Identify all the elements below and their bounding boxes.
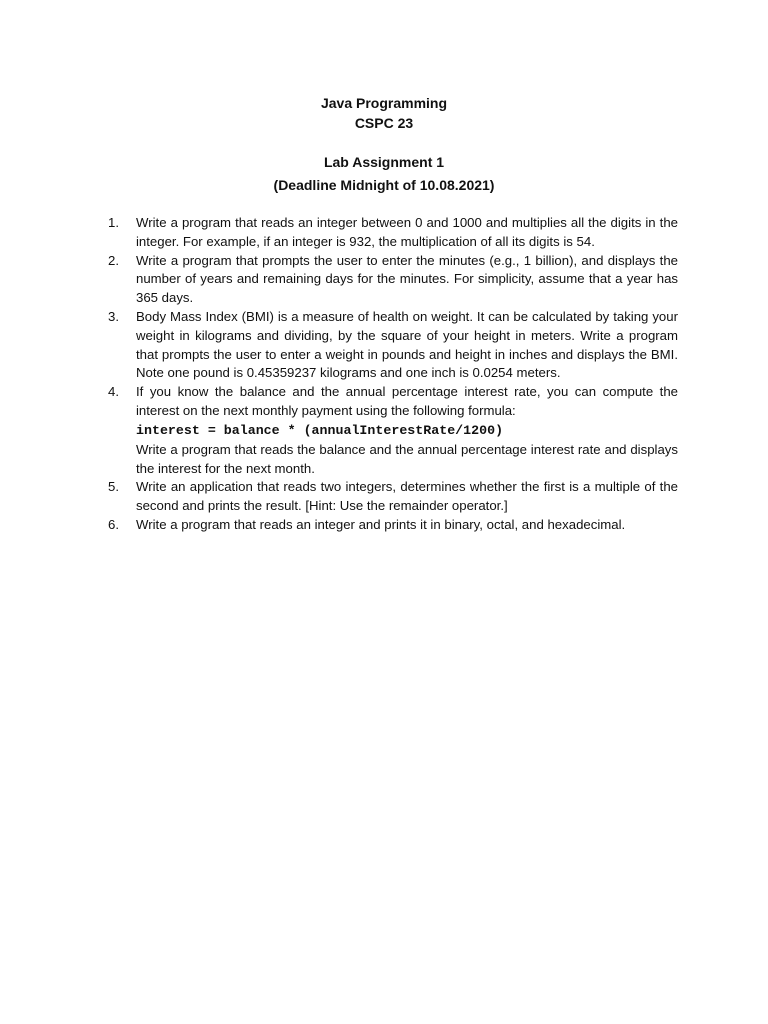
exercise-number: 4. (108, 384, 119, 400)
exercise-item-2 (108, 252, 678, 308)
interest-formula: interest = balance * (annualInterestRate/1200) (136, 422, 504, 438)
exercise-item-1 (108, 214, 678, 252)
exercise-text-continued: Write a program that reads the balance and the annual percentage interest rate and displays the interest for the next month. (136, 441, 678, 476)
exercise-number: 5. (108, 479, 119, 495)
assignment-title: Lab Assignment 1 (323, 154, 445, 170)
exercise-list (108, 214, 678, 535)
exercise-text: Body Mass Index (BMI) is a measure of health on weight. It can be calculated by taking your weight in kilograms and dividing, by the square of your height in meters. Write a program that prompts the user to enter a weight in pounds and height in inches and displays the BMI. Note one pound is 0.45359237 kilograms and one inch is 0.0254 meters. (136, 308, 678, 381)
exercise-number: 6. (108, 516, 119, 532)
course-code: CSPC 23 (354, 115, 414, 131)
course-title: Java Programming (320, 95, 448, 111)
exercise-text: Write a program that reads an integer and prints it in binary, octal, and hexadecimal. (136, 516, 626, 532)
exercise-item-5 (108, 478, 678, 516)
exercise-text: Write a program that prompts the user to enter the minutes (e.g., 1 billion), and displays the number of years and remaining days for the minutes. For simplicity, assume that a year has 365 days. (136, 252, 678, 306)
exercise-item-4 (108, 383, 678, 478)
exercise-number: 3. (108, 308, 119, 324)
exercise-text: Write an application that reads two integers, determines whether the first is a multiple of the second and prints the result. [Hint: Use the remainder operator.] (136, 479, 678, 514)
exercise-item-3 (108, 308, 678, 383)
exercise-item-6 (108, 516, 678, 535)
exercise-text: Write a program that reads an integer between 0 and 1000 and multiplies all the digits in the integer. For example, if an integer is 932, the multiplication of all its digits is 54. (136, 215, 678, 249)
exercise-number: 2. (108, 252, 119, 268)
exercise-text: If you know the balance and the annual percentage interest rate, you can compute the interest on the next monthly payment using the following formula: (136, 384, 678, 418)
assignment-deadline: (Deadline Midnight of 10.08.2021) (273, 177, 495, 193)
exercise-number: 1. (108, 215, 119, 230)
